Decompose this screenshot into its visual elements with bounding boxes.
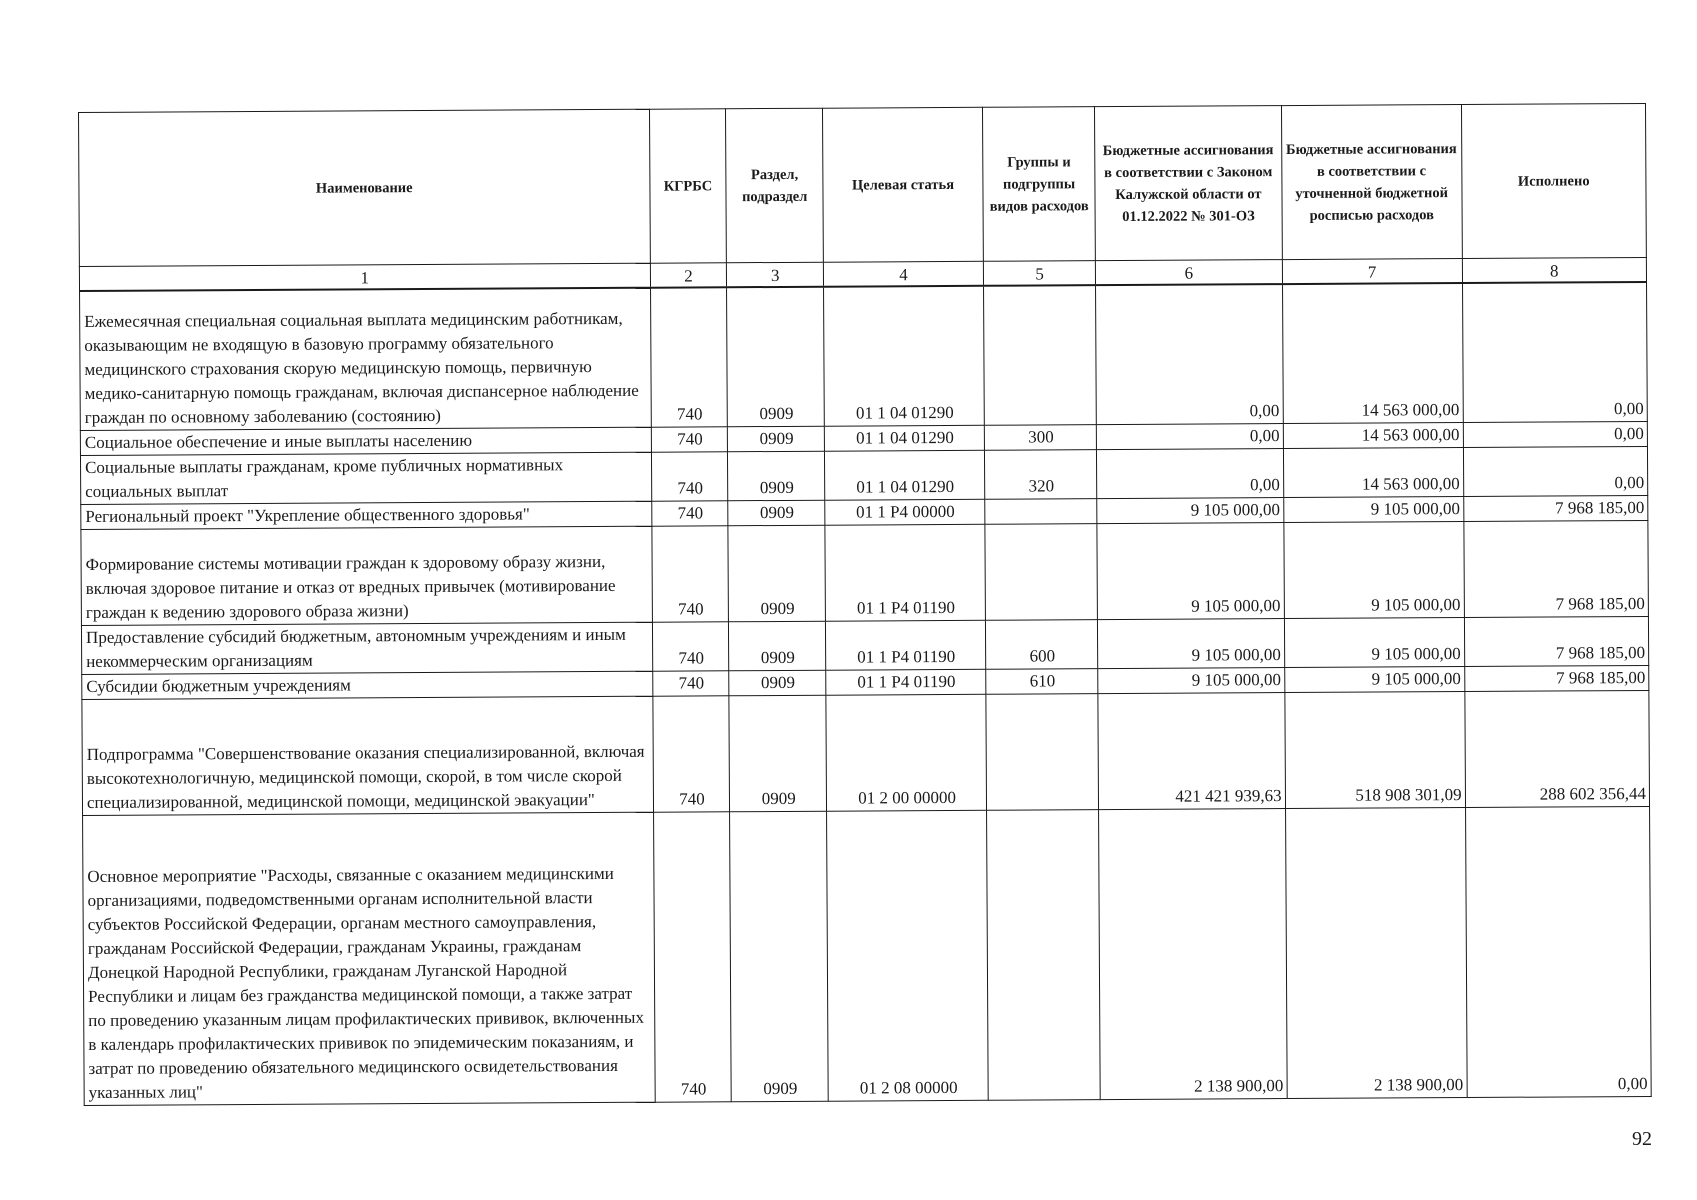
row-kgrbs: 740: [652, 696, 729, 812]
row-section: 0909: [729, 695, 826, 812]
row-expense-group: [985, 524, 1097, 621]
column-number: 4: [823, 261, 983, 286]
row-kgrbs: 740: [652, 671, 729, 696]
row-kgrbs: 740: [651, 427, 728, 452]
row-law-amount: 9 105 000,00: [1098, 619, 1285, 669]
column-number: 5: [984, 261, 1096, 286]
column-number: 7: [1282, 259, 1462, 284]
row-target-article: 01 1 P4 01190: [825, 524, 986, 621]
budget-sheet: [78, 103, 1652, 1106]
header-kgrbs: КГРБС: [649, 109, 727, 263]
row-law-amount: 9 105 000,00: [1097, 523, 1284, 620]
header-row: [79, 103, 1647, 266]
row-executed-amount: 0,00: [1463, 446, 1648, 496]
row-target-article: 01 1 04 01290: [824, 285, 985, 426]
row-expense-group: [986, 694, 1099, 811]
row-target-article: 01 2 00 00000: [826, 694, 987, 811]
row-executed-amount: 0,00: [1462, 281, 1647, 422]
row-refined-amount: 14 563 000,00: [1282, 283, 1463, 424]
row-section: 0909: [728, 525, 825, 622]
row-kgrbs: 740: [650, 287, 728, 427]
row-name: Социальные выплаты гражданам, кроме публичных нормативных социальных выплат: [80, 452, 651, 504]
row-name: Подпрограмма "Совершенствование оказания специализированной, включая высокотехнологичную, медицинской помощи, скорой, в том числе скорой специализированной, медицинской помощи, медицинской эвакуации": [82, 696, 653, 815]
header-expense-group: Группы и подгруппы видов расходов: [983, 107, 1096, 262]
row-refined-amount: 518 908 301,09: [1285, 692, 1466, 809]
header-executed: Исполнено: [1461, 103, 1646, 258]
column-number: 8: [1462, 257, 1647, 282]
row-refined-amount: 14 563 000,00: [1283, 448, 1463, 498]
row-section: 0909: [729, 621, 826, 671]
row-executed-amount: 7 968 185,00: [1463, 495, 1648, 521]
row-law-amount: 0,00: [1097, 449, 1284, 499]
row-expense-group: [987, 810, 1101, 1101]
row-target-article: 01 1 04 01290: [824, 425, 984, 451]
row-section: 0909: [729, 670, 826, 696]
table-row: [81, 520, 1649, 625]
row-refined-amount: 2 138 900,00: [1285, 808, 1467, 1099]
row-section: 0909: [727, 286, 824, 427]
page-number: 92: [1632, 1128, 1652, 1150]
row-section: 0909: [730, 811, 828, 1102]
row-target-article: 01 1 04 01290: [824, 450, 984, 500]
row-expense-group: 320: [985, 450, 1097, 500]
table-row: [80, 446, 1647, 504]
header-section: Раздел, подраздел: [726, 108, 823, 263]
row-refined-amount: 9 105 000,00: [1283, 497, 1463, 523]
row-law-amount: 2 138 900,00: [1099, 809, 1287, 1100]
row-kgrbs: 740: [652, 526, 729, 622]
row-name: Ежемесячная специальная социальная выплата медицинским работникам, оказывающим не входящую в базовую программу обязательного медицинского страхования скорую медицинскую помощь, первичную медико-санитарную помощь гражданам, включая диспансерное наблюдение граждан по основному заболеванию (состоянию): [80, 287, 651, 430]
budget-table: [78, 103, 1652, 1106]
header-refined-allocations: Бюджетные ассигнования в соответствии с уточненной бюджетной росписью расходов: [1281, 105, 1462, 260]
table-row: [82, 690, 1650, 815]
column-number: 1: [79, 263, 650, 290]
row-kgrbs: 740: [651, 501, 728, 526]
row-law-amount: 9 105 000,00: [1098, 668, 1285, 694]
row-law-amount: 9 105 000,00: [1097, 498, 1284, 524]
row-law-amount: 421 421 939,63: [1098, 693, 1285, 810]
row-law-amount: 0,00: [1096, 284, 1283, 425]
column-number: 6: [1095, 260, 1282, 285]
row-name: Социальное обеспечение и иные выплаты населению: [80, 427, 651, 455]
row-expense-group: 300: [985, 425, 1097, 451]
row-refined-amount: 9 105 000,00: [1284, 522, 1465, 619]
row-executed-amount: 0,00: [1463, 421, 1648, 447]
row-kgrbs: 740: [652, 622, 729, 671]
row-executed-amount: 7 968 185,00: [1464, 616, 1649, 666]
row-section: 0909: [728, 451, 825, 501]
row-target-article: 01 1 P4 01190: [826, 669, 986, 695]
header-name: Наименование: [79, 109, 650, 266]
row-executed-amount: 288 602 356,44: [1464, 690, 1649, 807]
row-target-article: 01 1 P4 00000: [825, 499, 985, 525]
row-name: Субсидии бюджетным учреждениям: [82, 671, 653, 699]
row-name: Региональный проект "Укрепление общественного здоровья": [81, 501, 652, 529]
table-row: [80, 281, 1648, 430]
row-target-article: 01 1 P4 01190: [825, 620, 985, 670]
row-name: Основное мероприятие "Расходы, связанные с оказанием медицинскими организациями, подведомственными органам исполнительной власти субъектов Российской Федерации, органам местного самоуправления, гражданам Российской Федерации, гражданам Украины, гражданам Донецкой Народной Республики, гражданам Луганской Народной Республики и лицам без гражданства медицинской помощи, а также затрат по проведению указанным лицам профилактических прививок, включенных в календарь профилактических прививок по эпидемическим показаниям, и затрат по проведению обязательного медицинского освидетельствования указанных лиц": [83, 812, 655, 1105]
column-number: 3: [727, 262, 824, 287]
row-refined-amount: 9 105 000,00: [1284, 618, 1464, 668]
table-row: [83, 806, 1652, 1105]
row-law-amount: 0,00: [1096, 424, 1283, 450]
row-kgrbs: 740: [651, 452, 728, 501]
row-target-article: 01 2 08 00000: [827, 810, 989, 1101]
column-number: 2: [650, 263, 727, 287]
row-executed-amount: 0,00: [1465, 806, 1651, 1097]
row-expense-group: 610: [986, 669, 1098, 695]
row-name: Предоставление субсидий бюджетным, автономным учреждениям и иным некоммерческим организациям: [81, 622, 652, 674]
row-section: 0909: [728, 426, 825, 452]
row-expense-group: [984, 285, 1097, 426]
header-law-allocations: Бюджетные ассигнования в соответствии с Законом Калужской области от 01.12.2022 № 301-ОЗ: [1095, 106, 1282, 261]
row-expense-group: [985, 499, 1097, 525]
row-expense-group: 600: [986, 620, 1098, 670]
row-refined-amount: 9 105 000,00: [1284, 667, 1464, 693]
row-section: 0909: [728, 500, 825, 526]
row-kgrbs: 740: [653, 812, 731, 1102]
table-row: [81, 616, 1648, 674]
header-target-article: Целевая статья: [822, 107, 983, 262]
row-name: Формирование системы мотивации граждан к здоровому образу жизни, включая здоровое питание и отказ от вредных привычек (мотивирование граждан к ведению здорового образа жизни): [81, 526, 652, 625]
row-executed-amount: 7 968 185,00: [1463, 520, 1648, 617]
row-refined-amount: 14 563 000,00: [1283, 423, 1463, 449]
row-executed-amount: 7 968 185,00: [1464, 665, 1649, 691]
